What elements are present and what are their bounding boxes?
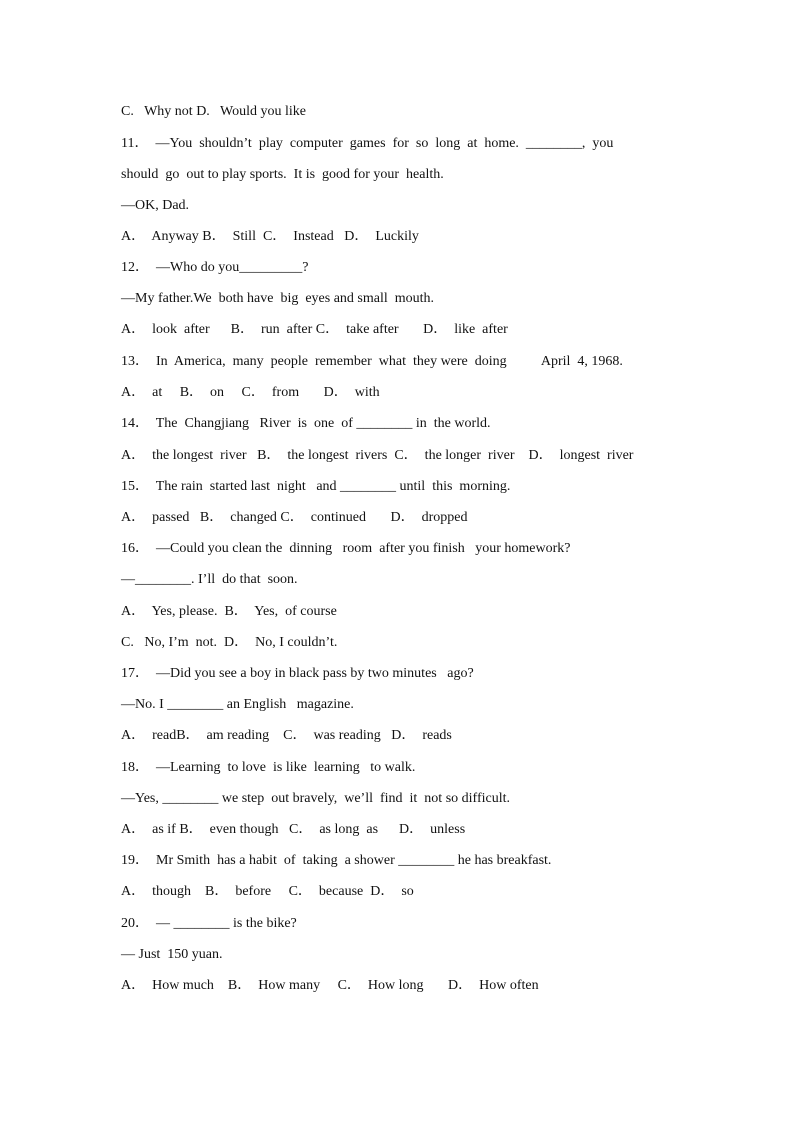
options-q13: A． at B． on C． from D． with bbox=[121, 385, 380, 400]
answer-line-q12: —My father.We both have big eyes and small mouth. bbox=[121, 291, 435, 306]
answer-line-q20: — Just 150 yuan. bbox=[121, 947, 223, 962]
answer-line-q17: —No. I ________ an English magazine. bbox=[121, 697, 354, 712]
question-12: 12． —Who do you_________? bbox=[121, 260, 309, 275]
question-11-line-2: should go out to play sports. It is good for your health. bbox=[121, 167, 444, 182]
option-line-q10: C. Why not D. Would you like bbox=[121, 104, 307, 119]
answer-line-q11: —OK, Dad. bbox=[121, 198, 190, 213]
options-q20: A． How much B． How many C． How long D． How often bbox=[121, 978, 539, 993]
options-q16-a-b: A． Yes, please. B． Yes, of course bbox=[121, 604, 337, 619]
options-q18: A． as if B． even though C． as long as D． unless bbox=[121, 822, 466, 837]
options-q15: A． passed B． changed C． continued D． dropped bbox=[121, 510, 468, 525]
question-17: 17． —Did you see a boy in black pass by two minutes ago? bbox=[121, 666, 474, 681]
answer-line-q18: —Yes, ________ we step out bravely, we’ll find it not so difficult. bbox=[121, 791, 510, 806]
options-q16-c-d: C. No, I’m not. D． No, I couldn’t. bbox=[121, 635, 338, 650]
question-16: 16． —Could you clean the dinning room after you finish your homework? bbox=[121, 541, 571, 556]
question-14: 14． The Changjiang River is one of ________ in the world. bbox=[121, 416, 491, 431]
options-q19: A． though B． before C． because D． so bbox=[121, 884, 414, 899]
question-20: 20． — ________ is the bike? bbox=[121, 916, 297, 931]
question-13: 13． In America, many people remember what they were doing April 4, 1968. bbox=[121, 354, 623, 369]
question-15: 15． The rain started last night and ________ until this morning. bbox=[121, 479, 511, 494]
options-q14: A． the longest river B． the longest rivers C． the longer river D． longest river bbox=[121, 448, 634, 463]
options-q17: A． readB． am reading C． was reading D． reads bbox=[121, 728, 452, 743]
question-11-line-1: 11． —You shouldn’t play computer games for so long at home. ________, you bbox=[121, 136, 614, 151]
options-q11: A． Anyway B． Still C． Instead D． Luckily bbox=[121, 229, 419, 244]
question-18: 18． —Learning to love is like learning to walk. bbox=[121, 760, 416, 775]
answer-line-q16: —________. I’ll do that soon. bbox=[121, 572, 298, 587]
question-19: 19． Mr Smith has a habit of taking a shower ________ he has breakfast. bbox=[121, 853, 552, 868]
options-q12: A． look after B． run after C． take after D． like after bbox=[121, 322, 508, 337]
